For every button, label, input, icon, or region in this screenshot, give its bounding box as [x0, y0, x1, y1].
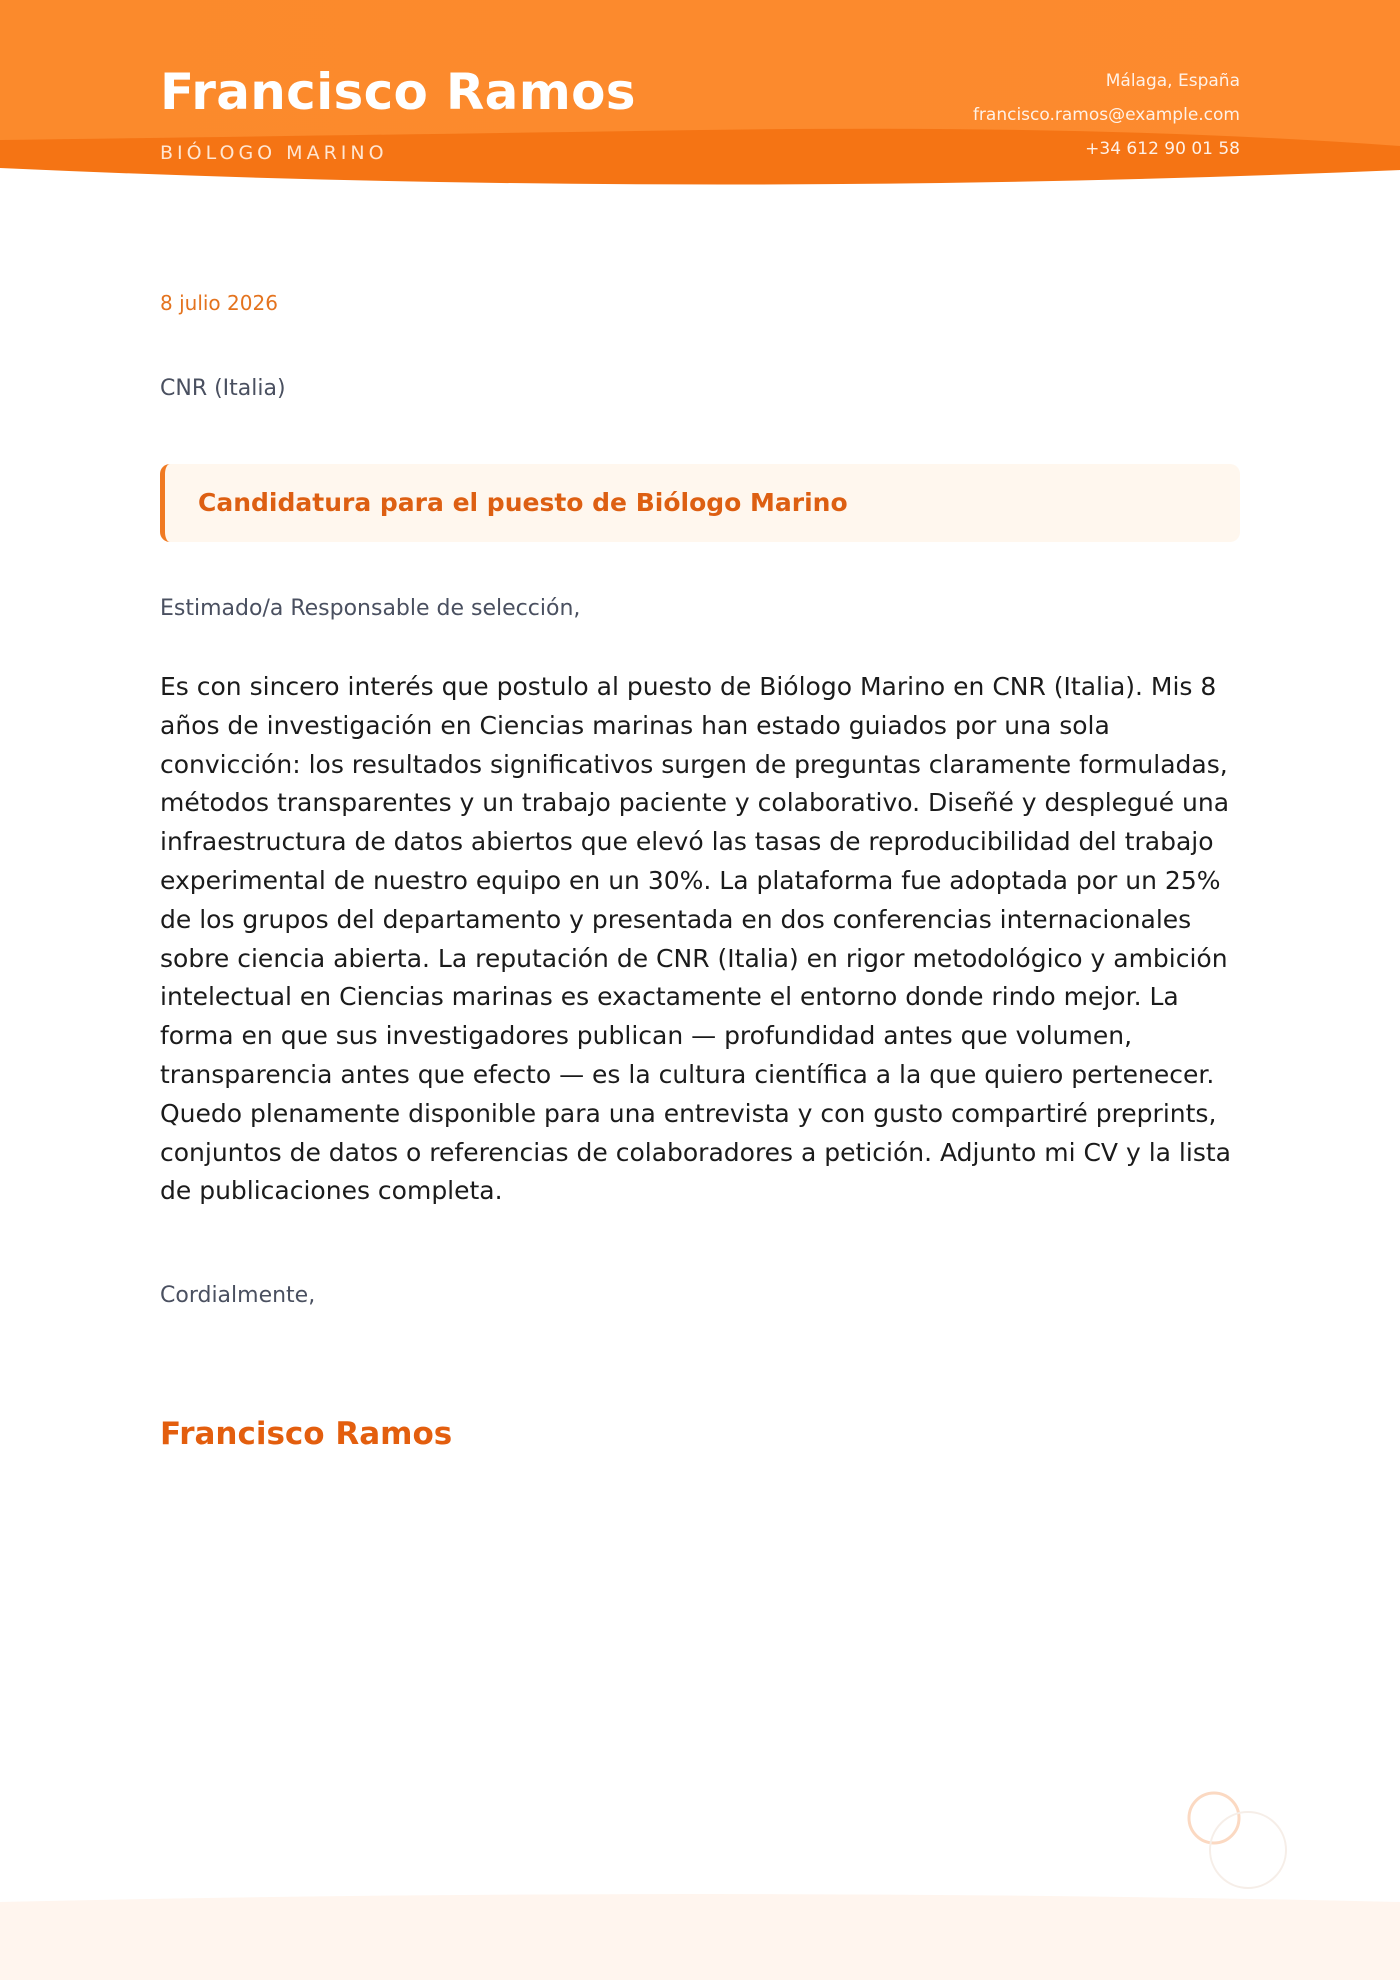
- contact-block: [973, 64, 1240, 166]
- subject-line: Candidatura para el puesto de Biólogo Marino: [198, 488, 848, 517]
- closing: Cordialmente,: [160, 1283, 316, 1308]
- contact-email: francisco.ramos@example.com: [972, 105, 1240, 125]
- footer-band: [0, 1890, 1400, 1980]
- recipient: CNR (Italia): [160, 376, 286, 401]
- letter-date: 8 julio 2026: [160, 291, 278, 315]
- letterhead: [0, 0, 1400, 190]
- contact-location: Málaga, España: [1105, 71, 1240, 91]
- salutation: Estimado/a Responsable de selección,: [160, 596, 581, 621]
- decorative-circles: [1180, 1790, 1300, 1890]
- sender-role: BIÓLOGO MARINO: [160, 142, 388, 164]
- subject-box: [160, 464, 1240, 542]
- letter-body: Es con sincero interés que postulo al puesto de Biólogo Marino en CNR (Italia). Mis 8 años de investigación en Ciencias marinas han estado guiados por una sola convicción: los resultados significativos surgen de preguntas claramente formuladas, métodos transparentes y un trabajo paciente y colaborativo. Diseñé y desplegué una infraestructura de datos abiertos que elevó las tasas de reproducibilidad del trabajo experimental de nuestro equipo en un 30%. La plataforma fue adoptada por un 25% de los grupos del departamento y presentada en dos conferencias internacionales sobre ciencia abierta. La reputación de CNR (Italia) en rigor metodológico y ambición intelectual en Ciencias marinas es exactamente el entorno donde rindo mejor. La forma en que sus investigadores publican — profundidad antes que volumen, transparencia antes que efecto — es la cultura científica a la que quiero pertenecer. Quedo plenamente disponible para una entrevista y con gusto compartiré preprints, conjuntos de datos o referencias de colaboradores a petición. Adjunto mi CV y la lista de publicaciones completa.: [160, 672, 1231, 1206]
- contact-phone: +34 612 90 01 58: [1085, 139, 1240, 159]
- sender-name: Francisco Ramos: [160, 63, 636, 121]
- signature: Francisco Ramos: [160, 1416, 453, 1452]
